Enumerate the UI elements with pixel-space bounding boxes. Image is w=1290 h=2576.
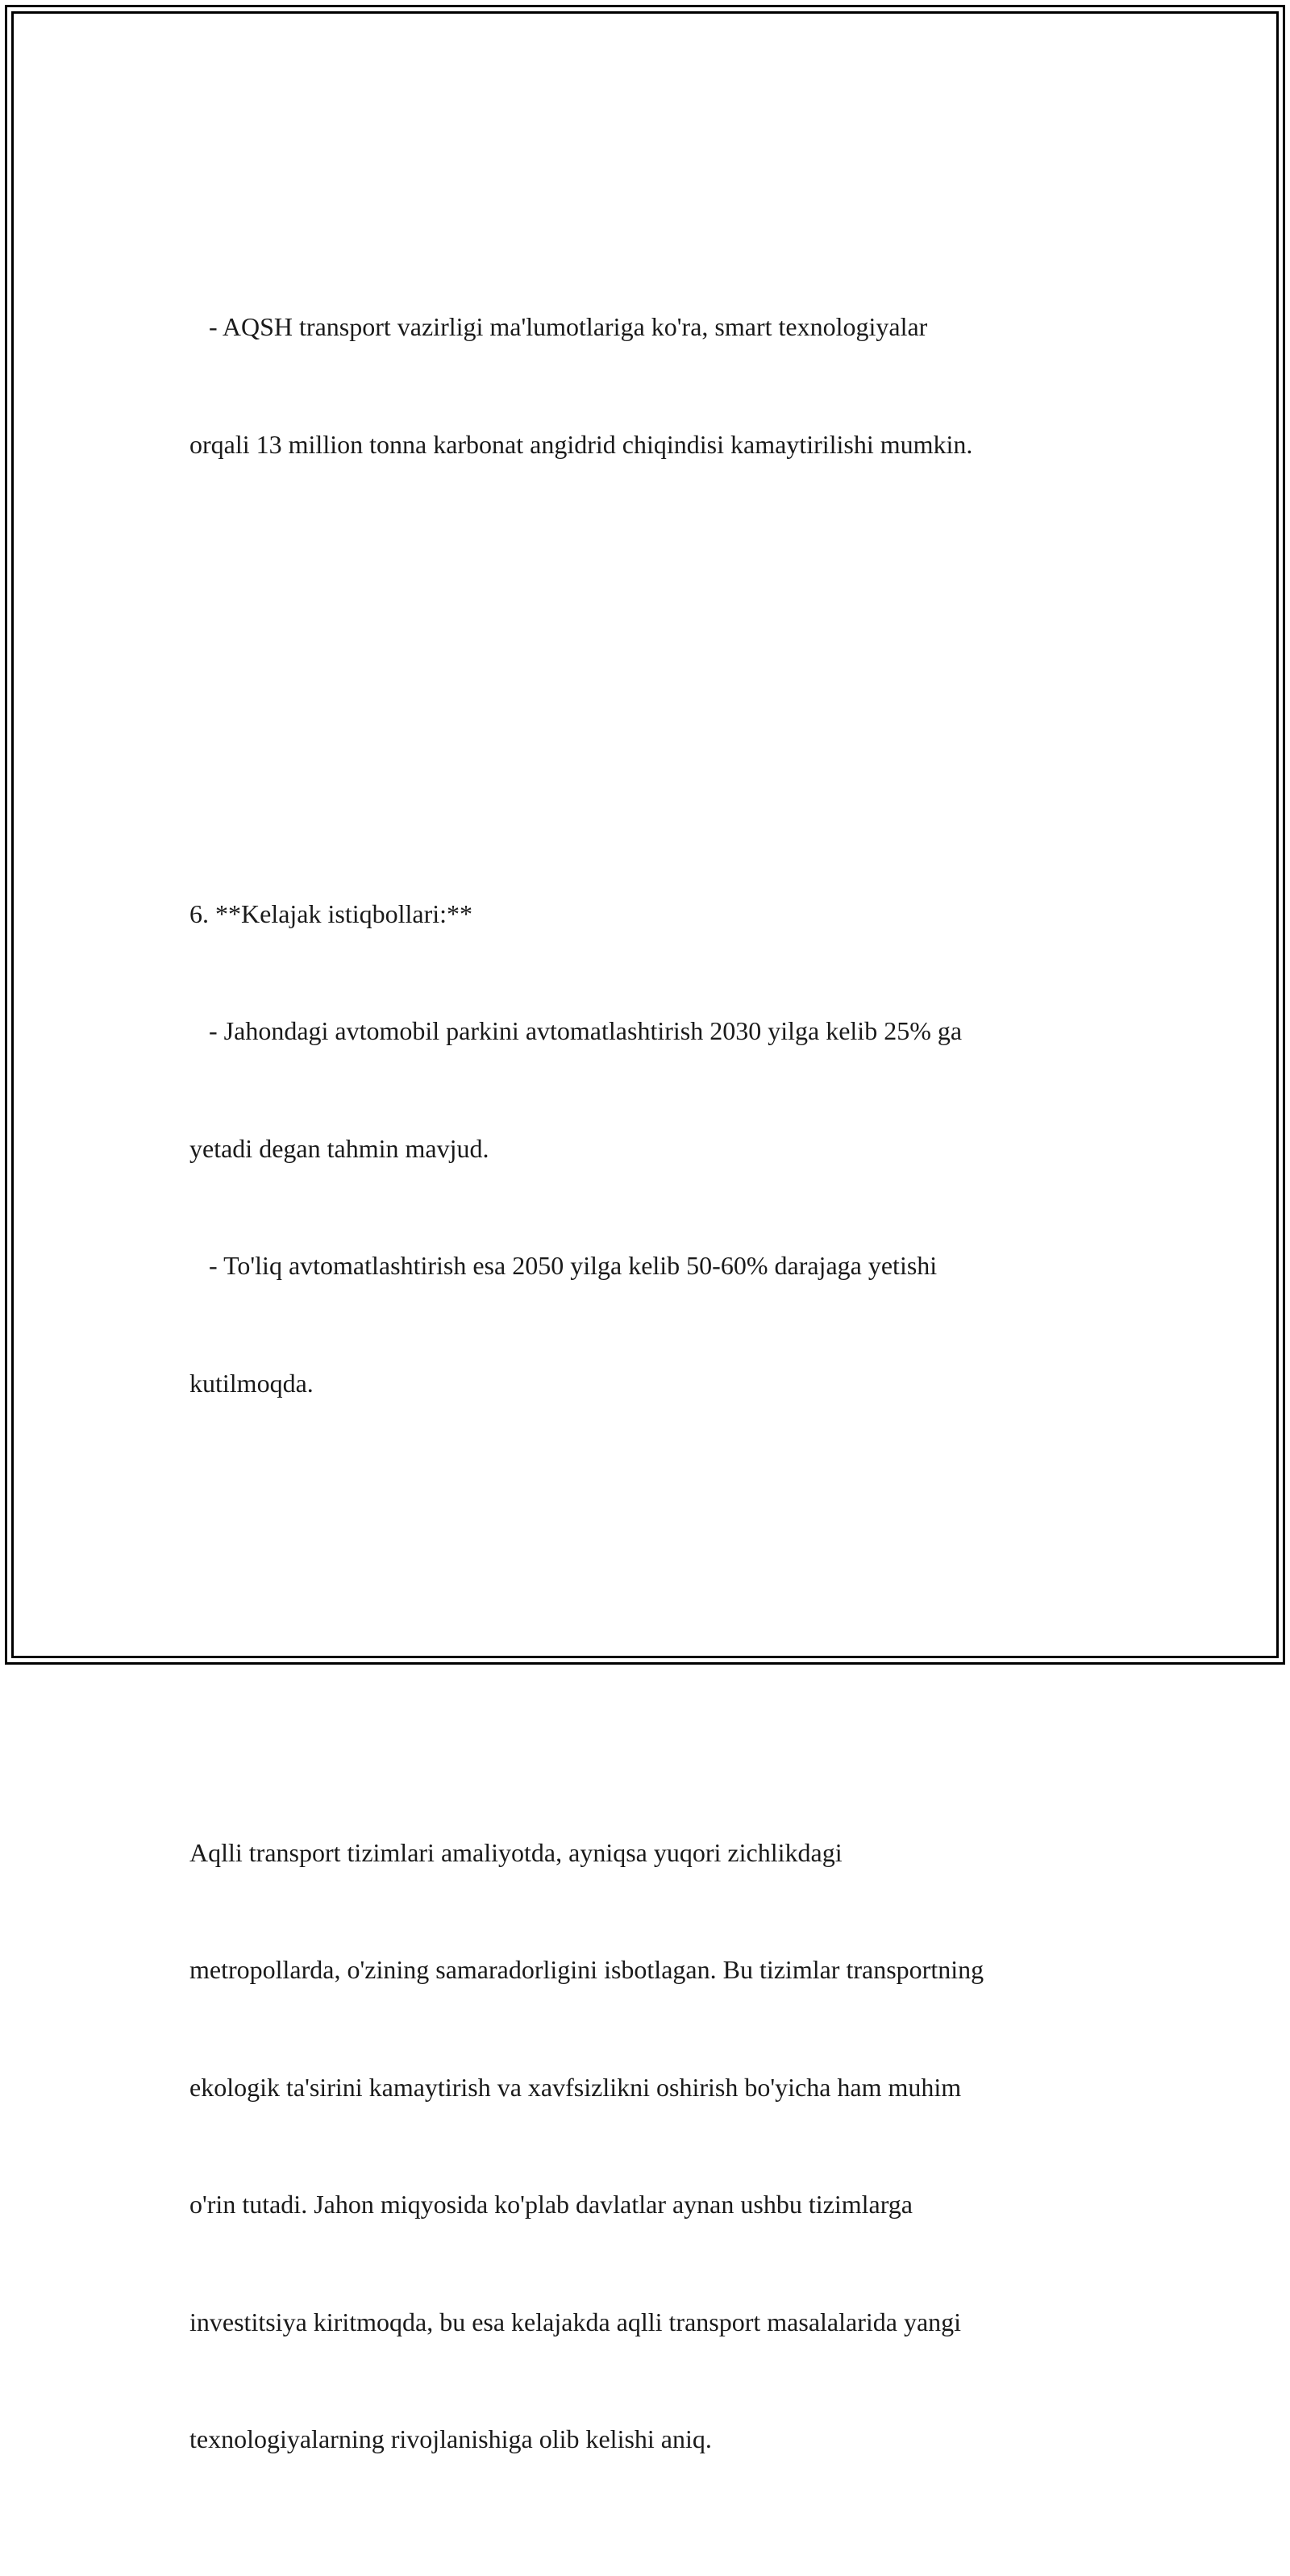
text-line: kutilmoqda. — [189, 1368, 314, 1398]
section-heading: 6. **Kelajak istiqbollari:** — [189, 898, 473, 928]
text-line: texnologiyalarning rivojlanishiga olib kelishi aniq. — [189, 2424, 712, 2453]
text-line: ekologik ta'sirini kamaytirish va xavfsizlikni oshirish bo'yicha ham muhim — [189, 2072, 962, 2102]
text-line: investitsiya kiritmoqda, bu esa kelajakda aqlli transport masalalarida yangi — [189, 2307, 962, 2336]
document-body — [189, 151, 1117, 2576]
paragraph-gap — [189, 1599, 1117, 1638]
text-line: yetadi degan tahmin mavjud. — [189, 1133, 489, 1163]
text-line: o'rin tutadi. Jahon miqyosida ko'plab davlatlar aynan ushbu tizimlarga — [189, 2190, 913, 2219]
text-line: Aqlli transport tizimlari amaliyotda, ayniqsa yuqori zichlikdagi — [189, 1837, 843, 1867]
text-line: - Jahondagi avtomobil parkini avtomatlashtirish 2030 yilga kelib 25% ga — [189, 1016, 963, 1045]
text-line: orqali 13 million tonna karbonat angidrid chiqindisi kamaytirilishi mumkin. — [189, 429, 973, 459]
conclusion-paragraph — [189, 1755, 1117, 2537]
paragraph-gap — [189, 660, 1117, 699]
text-line: metropollarda, o'zining samaradorligini isbotlagan. Bu tizimlar transportning — [189, 1955, 984, 1984]
section-future-prospects — [189, 816, 1117, 1482]
text-line: - AQSH transport vazirligi ma'lumotlariga ko'ra, smart texnologiyalar — [189, 312, 928, 341]
text-line: - To'liq avtomatlashtirish esa 2050 yilga kelib 50-60% darajaga yetishi — [189, 1251, 938, 1280]
bullet-emissions-reduction — [189, 229, 1117, 542]
